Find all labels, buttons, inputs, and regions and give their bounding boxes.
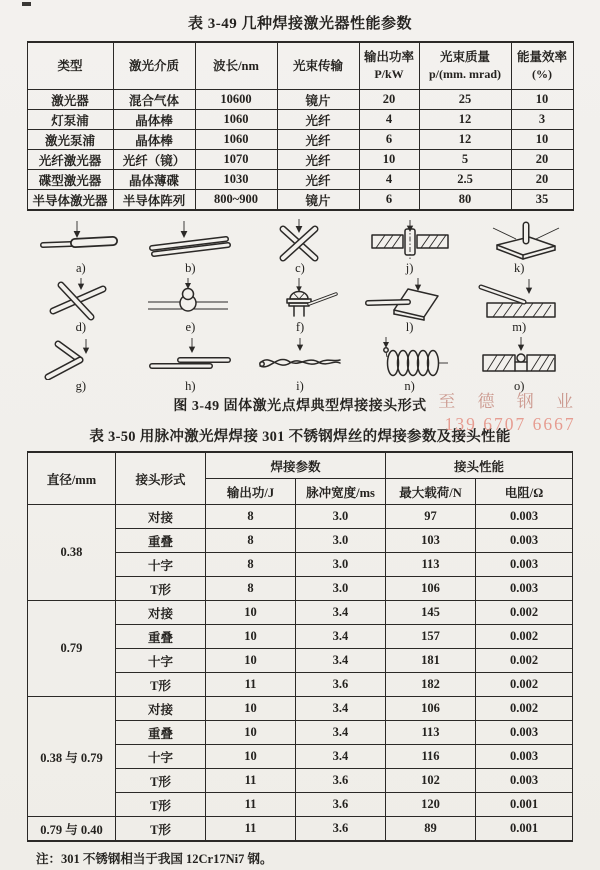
t50-cell: 十字 [115, 745, 205, 769]
fig-item-a [26, 218, 136, 275]
t50-cell: 113 [386, 721, 476, 745]
rod-lap-joint-sketch [139, 218, 241, 262]
joint-forms-figure [26, 218, 574, 393]
table-row [27, 505, 572, 529]
t49-header [277, 42, 359, 90]
figure-caption: 图 3-49 固体激光点焊典型焊接接头形式 [173, 399, 427, 414]
t49-cell: 晶体薄碟 [113, 170, 195, 190]
t50-cell: 10 [205, 649, 295, 673]
t49-cell: 1060 [195, 110, 277, 130]
fig-item-l [355, 277, 465, 334]
t49-cell: 6 [359, 130, 419, 150]
fig-item-h [136, 336, 246, 393]
table-row [27, 817, 572, 842]
t49-cell: 20 [359, 90, 419, 110]
t49-cell: 25 [419, 90, 511, 110]
t49-cell: 2.5 [419, 170, 511, 190]
fig-label: j) [405, 261, 414, 275]
t50-cell: 8 [205, 529, 295, 553]
t50-cell: 10 [205, 625, 295, 649]
t50-cell: 113 [386, 553, 476, 577]
t49-cell: 光纤 [277, 170, 359, 190]
t49-cell: 光纤激光器 [27, 150, 113, 170]
t50-cell: 11 [205, 769, 295, 793]
horizontal-lap-joint-sketch [139, 336, 241, 380]
t50-header-joint: 接头形式 [115, 452, 205, 505]
t49-cell: 半导体阵列 [113, 190, 195, 211]
t49-cell: 6 [359, 190, 419, 211]
t49-cell: 半导体激光器 [27, 190, 113, 211]
t50-cell: T形 [115, 817, 205, 842]
fig-label: n) [404, 379, 415, 393]
t50-cell: T形 [115, 793, 205, 817]
table50-title: 表 3-50 用脉冲激光焊焊接 301 不锈钢焊丝的焊接参数及接头性能 [89, 429, 511, 445]
t49-cell: 灯泵浦 [27, 110, 113, 130]
t50-cell: 对接 [115, 505, 205, 529]
t50-cell: 157 [386, 625, 476, 649]
t50-cell: 0.003 [476, 577, 573, 601]
t50-cell: 对接 [115, 601, 205, 625]
t49-cell: 3 [511, 110, 573, 130]
t49-cell: 1030 [195, 170, 277, 190]
t49-cell: 镜片 [277, 90, 359, 110]
fig-label: f) [295, 320, 305, 334]
t50-cell: 106 [386, 577, 476, 601]
t50-cell: 116 [386, 745, 476, 769]
table49-title: 表 3-49 几种焊接激光器性能参数 [188, 16, 412, 32]
t50-cell: 3.0 [295, 505, 385, 529]
header-label: 激光介质 [128, 58, 179, 73]
t50-cell: 十字 [115, 553, 205, 577]
fig-item-j [355, 218, 465, 275]
t49-cell: 光纤 [277, 130, 359, 150]
t50-cell: 重叠 [115, 529, 205, 553]
t50-cell: 145 [386, 601, 476, 625]
t50-cell: 11 [205, 817, 295, 842]
header-sublabel: (%) [532, 67, 552, 82]
t49-cell: 10600 [195, 90, 277, 110]
fig-item-c [245, 218, 355, 275]
header-label: 光束质量 [439, 50, 490, 65]
t50-cell: 3.0 [295, 577, 385, 601]
pulse-welding-parameters-table [27, 451, 573, 842]
t50-header-energy: 输出功/J [205, 479, 295, 505]
table-row [27, 190, 573, 211]
t50-cell: 0.002 [476, 601, 573, 625]
t50-cell: 181 [386, 649, 476, 673]
fig-item-o [464, 336, 574, 393]
fig-label: o) [513, 379, 525, 393]
t50-diameter-cell: 0.79 [27, 601, 115, 697]
table-row [27, 601, 572, 625]
t50-cell: 0.002 [476, 697, 573, 721]
fig-label: l) [405, 320, 414, 334]
t50-cell: 182 [386, 673, 476, 697]
fig-item-g [26, 336, 136, 393]
t50-cell: 0.001 [476, 793, 573, 817]
t50-cell: 3.6 [295, 793, 385, 817]
t50-cell: 对接 [115, 697, 205, 721]
t50-header-perf-group: 接头性能 [386, 452, 573, 479]
t49-cell: 10 [359, 150, 419, 170]
t50-header-params-group: 焊接参数 [205, 452, 385, 479]
t50-cell: 106 [386, 697, 476, 721]
header-label: 输出功率 [363, 50, 414, 65]
t49-cell: 12 [419, 110, 511, 130]
coil-wire-weld-sketch [359, 336, 461, 380]
t50-cell: 3.4 [295, 601, 385, 625]
laser-performance-table [27, 41, 574, 211]
fig-item-f [245, 277, 355, 334]
ball-in-groove-sketch [468, 336, 570, 380]
t50-diameter-cell: 0.79 与 0.40 [27, 817, 115, 842]
t50-cell: 0.003 [476, 529, 573, 553]
fig-label: m) [512, 320, 527, 334]
table-row [27, 150, 573, 170]
t49-header [419, 42, 511, 90]
t49-header [113, 42, 195, 90]
t49-cell: 激光器 [27, 90, 113, 110]
table-row [27, 90, 573, 110]
header-label: 能量效率 [516, 50, 567, 65]
fig-label: d) [75, 320, 86, 334]
t50-header-resistance: 电阻/Ω [476, 479, 573, 505]
scan-artifact [22, 2, 31, 6]
t49-cell: 4 [359, 170, 419, 190]
t50-cell: 97 [386, 505, 476, 529]
t50-diameter-cell: 0.38 与 0.79 [27, 697, 115, 817]
rod-to-plate-edge-sketch [359, 277, 461, 321]
t50-header-diameter: 直径/mm [27, 452, 115, 505]
t50-cell: 3.6 [295, 817, 385, 842]
t49-cell: 10 [511, 130, 573, 150]
table-header-row [27, 42, 573, 90]
t49-cell: 激光泵浦 [27, 130, 113, 150]
fig-label: g) [75, 379, 86, 393]
t49-header [511, 42, 573, 90]
t50-cell: 11 [205, 673, 295, 697]
oblique-crossed-rods-sketch [30, 277, 132, 321]
t49-cell: 800~900 [195, 190, 277, 211]
t50-diameter-cell: 0.38 [27, 505, 115, 601]
t50-cell: 8 [205, 505, 295, 529]
twisted-wires-sketch [249, 336, 351, 380]
t50-header-load: 最大载荷/N [386, 479, 476, 505]
t49-cell: 20 [511, 150, 573, 170]
t49-header [359, 42, 419, 90]
header-label: 类型 [57, 58, 83, 73]
rod-on-block-sketch [468, 277, 570, 321]
pin-on-plate-3d-sketch [468, 218, 570, 262]
table-row [27, 170, 573, 190]
fig-label: b) [185, 261, 196, 275]
t50-cell: 8 [205, 577, 295, 601]
table-row [27, 697, 572, 721]
t49-cell: 5 [419, 150, 511, 170]
header-label: 光束传输 [292, 58, 343, 73]
ball-on-wires-sketch [139, 277, 241, 321]
t49-cell: 1070 [195, 150, 277, 170]
table-row [27, 110, 573, 130]
fig-label: a) [75, 261, 86, 275]
t49-cell: 光纤 [277, 110, 359, 130]
pin-through-plate-sketch [359, 218, 461, 262]
watermark-company: 至 德 钢 业 [438, 392, 582, 411]
fig-item-m [464, 277, 574, 334]
fig-item-n [355, 336, 465, 393]
t49-cell: 4 [359, 110, 419, 130]
header-sublabel: p/(mm. mrad) [429, 67, 501, 82]
watermark-phone: 139 6707 6667 [444, 414, 576, 434]
t50-cell: T形 [115, 673, 205, 697]
t50-cell: 3.4 [295, 649, 385, 673]
component-lead-weld-sketch [249, 277, 351, 321]
t50-cell: 3.6 [295, 769, 385, 793]
t50-cell: 102 [386, 769, 476, 793]
t50-cell: 11 [205, 793, 295, 817]
t49-header [195, 42, 277, 90]
fig-item-d [26, 277, 136, 334]
t49-cell: 晶体棒 [113, 110, 195, 130]
t50-cell: 0.002 [476, 625, 573, 649]
t50-cell: 10 [205, 697, 295, 721]
t49-cell: 晶体棒 [113, 130, 195, 150]
t49-cell: 镜片 [277, 190, 359, 211]
table-header-row [27, 452, 572, 479]
t50-cell: T形 [115, 769, 205, 793]
t50-cell: 3.4 [295, 745, 385, 769]
fig-label: h) [185, 379, 196, 393]
table-row [27, 130, 573, 150]
t49-cell: 35 [511, 190, 573, 211]
t49-cell: 光纤 [277, 150, 359, 170]
t50-cell: 0.003 [476, 721, 573, 745]
t50-cell: 十字 [115, 649, 205, 673]
t50-cell: 3.0 [295, 529, 385, 553]
t50-cell: 0.003 [476, 505, 573, 529]
t50-cell: 103 [386, 529, 476, 553]
header-label: 波长/nm [213, 58, 259, 73]
t50-cell: 10 [205, 745, 295, 769]
fig-label: i) [296, 379, 304, 393]
t49-cell: 光纤（镜） [113, 150, 195, 170]
t49-cell: 20 [511, 170, 573, 190]
fig-item-b [136, 218, 246, 275]
t50-cell: 0.002 [476, 673, 573, 697]
t50-cell: 120 [386, 793, 476, 817]
t49-cell: 碟型激光器 [27, 170, 113, 190]
t49-cell: 混合气体 [113, 90, 195, 110]
t50-cell: 重叠 [115, 721, 205, 745]
t50-cell: 3.6 [295, 673, 385, 697]
angle-joint-sketch [30, 336, 132, 380]
fig-item-k [464, 218, 574, 275]
fig-label: c) [295, 261, 305, 275]
fig-label: e) [185, 320, 196, 334]
t50-cell: 0.001 [476, 817, 573, 842]
t50-cell: 0.002 [476, 649, 573, 673]
t50-cell: 重叠 [115, 625, 205, 649]
t49-header [27, 42, 113, 90]
t50-cell: 89 [386, 817, 476, 842]
t49-cell: 80 [419, 190, 511, 211]
crossed-rods-joint-sketch [249, 218, 351, 262]
t50-cell: 10 [205, 721, 295, 745]
t50-cell: 0.003 [476, 553, 573, 577]
t49-cell: 1060 [195, 130, 277, 150]
t50-cell: 3.4 [295, 625, 385, 649]
t50-cell: 8 [205, 553, 295, 577]
t50-cell: 3.4 [295, 697, 385, 721]
t50-cell: 10 [205, 601, 295, 625]
t50-cell: 0.003 [476, 769, 573, 793]
t50-cell: T形 [115, 577, 205, 601]
table50-note: 注：301 不锈钢相当于我国 12Cr17Ni7 钢。 [36, 852, 273, 866]
t50-cell: 3.0 [295, 553, 385, 577]
t50-header-pulse: 脉冲宽度/ms [295, 479, 385, 505]
fig-item-i [245, 336, 355, 393]
rod-butt-joint-sketch [30, 218, 132, 262]
t49-cell: 10 [511, 90, 573, 110]
header-sublabel: P/kW [374, 67, 404, 82]
fig-label: k) [513, 261, 525, 275]
t49-cell: 12 [419, 130, 511, 150]
t50-cell: 0.003 [476, 745, 573, 769]
fig-item-e [136, 277, 246, 334]
t50-cell: 3.4 [295, 721, 385, 745]
